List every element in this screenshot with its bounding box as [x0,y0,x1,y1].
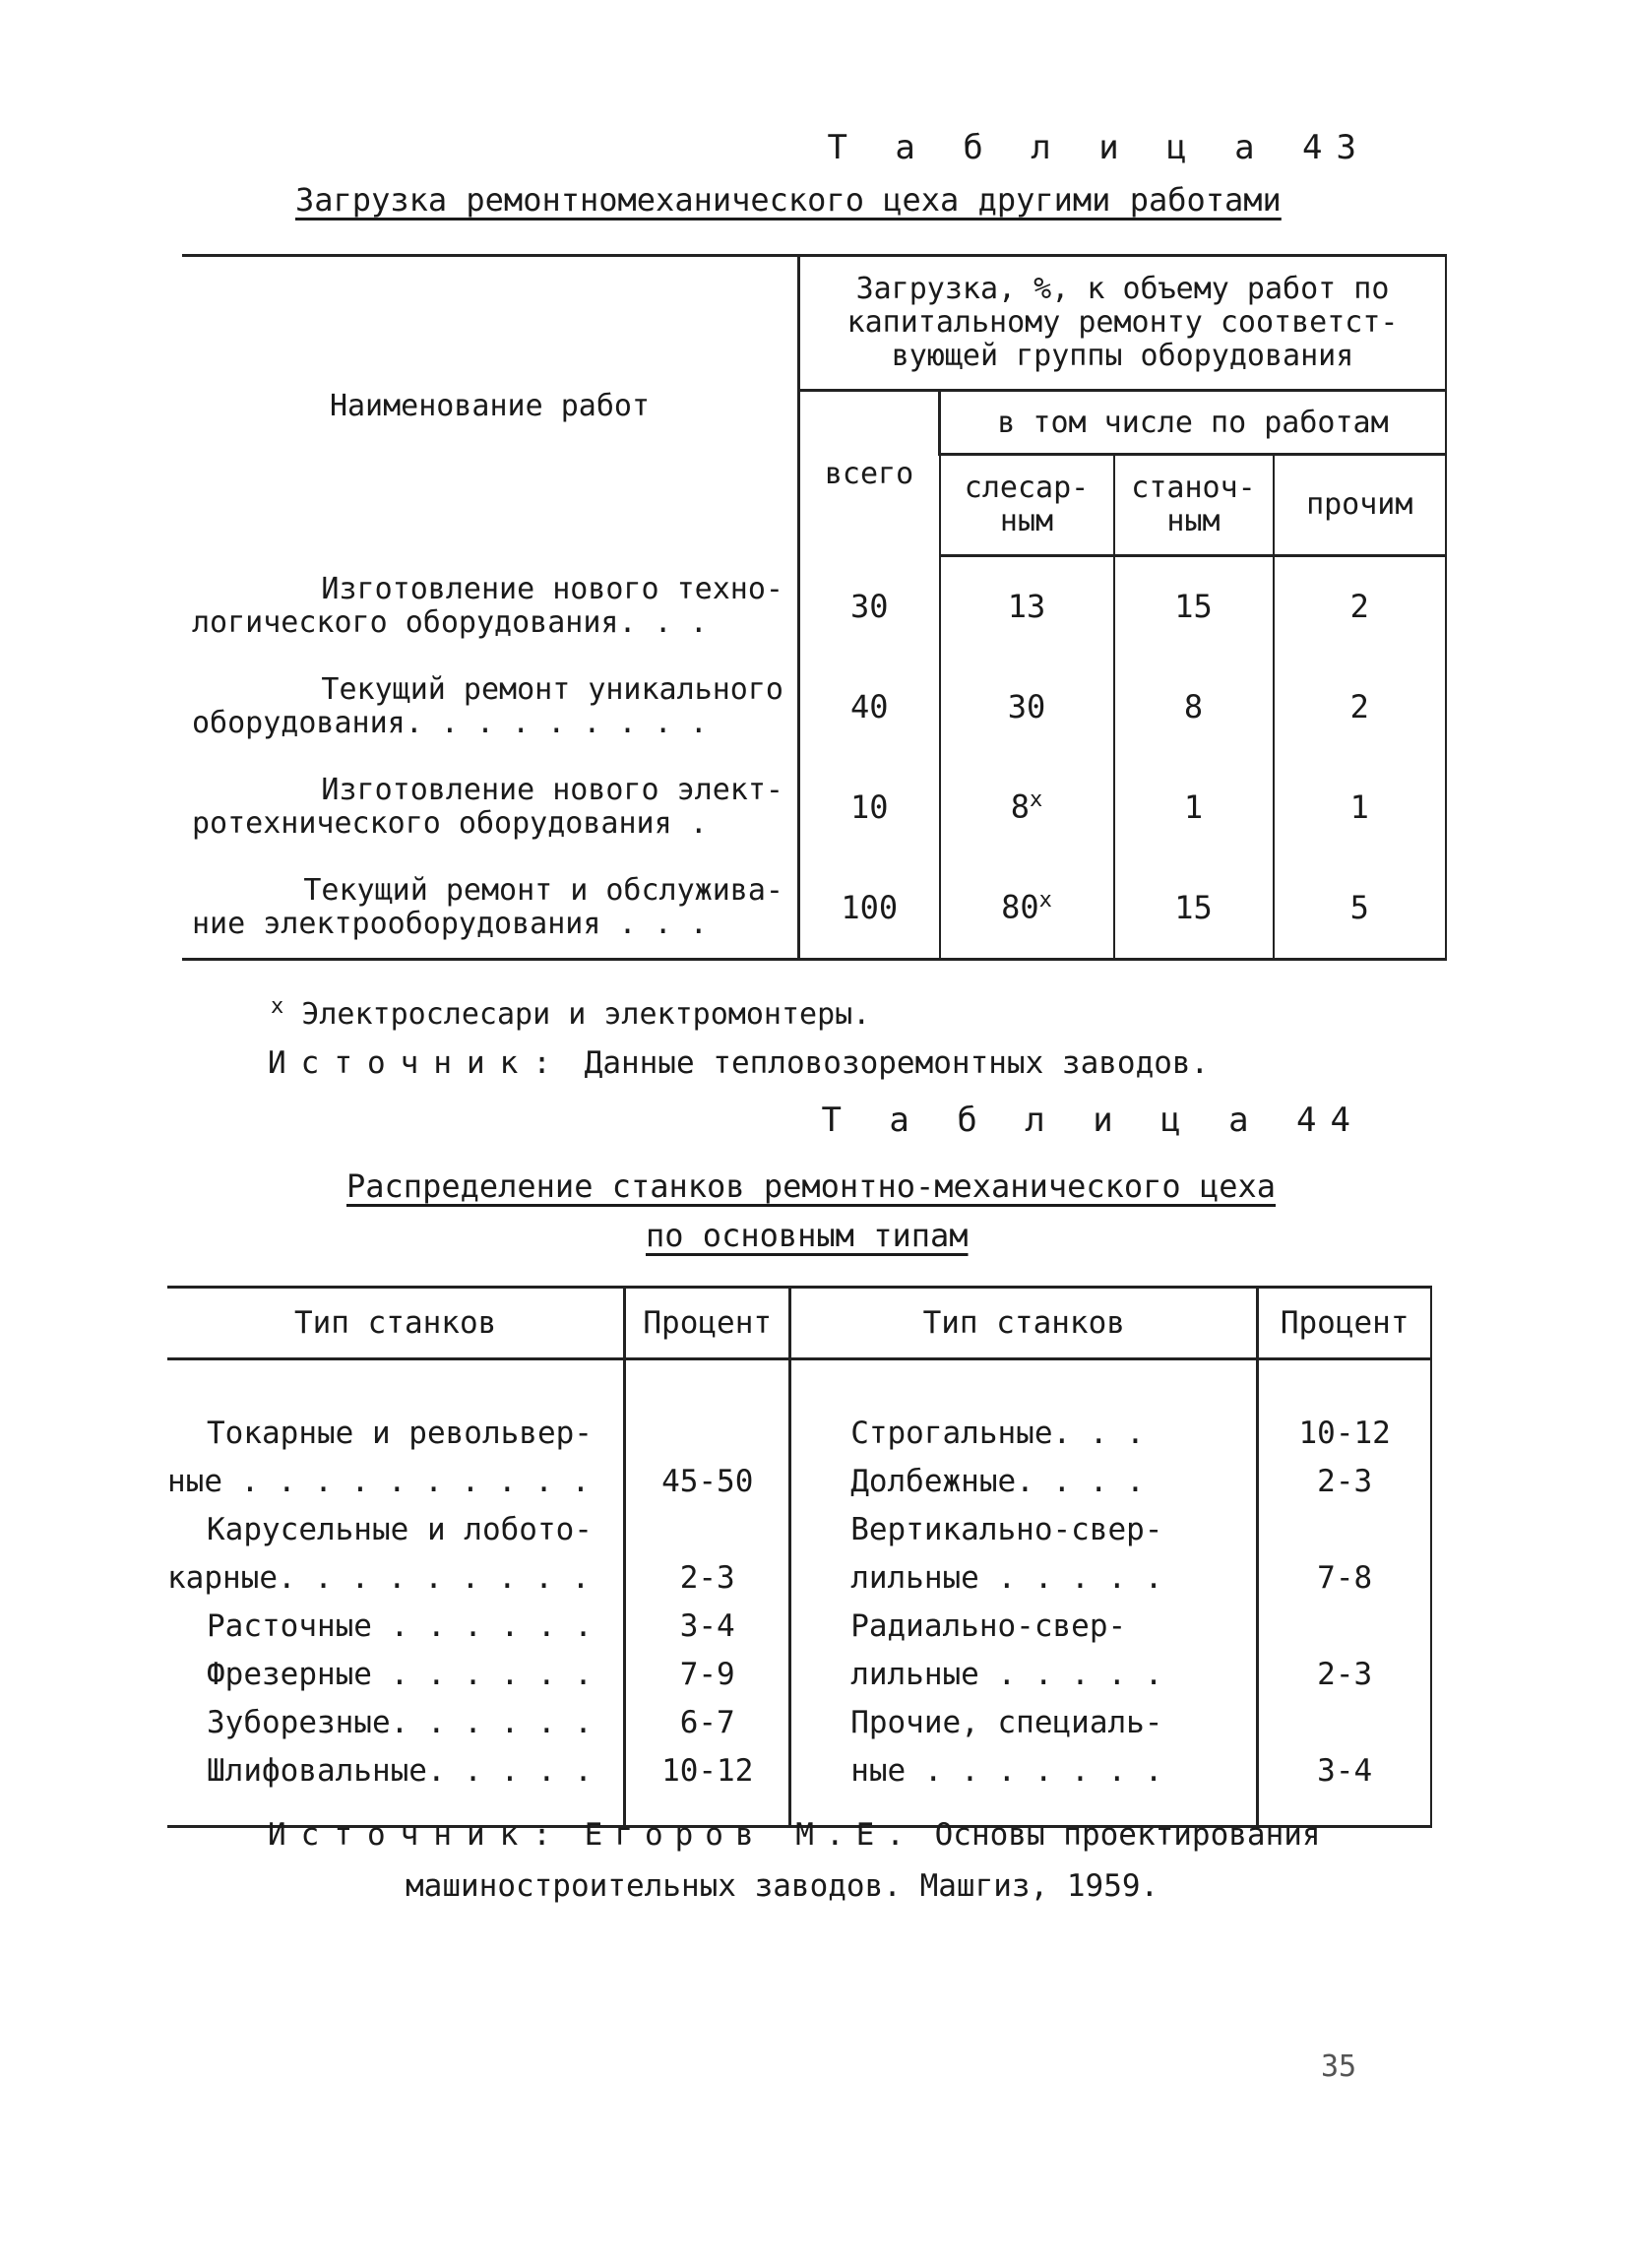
footnote-mark: x [271,994,284,1019]
header-load [799,256,1447,391]
list-item: 2-3 [679,1560,735,1596]
header-work-name: Наименование работ [182,256,799,556]
header-machine-line2: ным [1166,504,1221,538]
cell-total: 40 [799,657,940,757]
table-43 [182,254,1447,961]
header-total: всего [799,391,940,556]
list-item: Прочие, специаль- [850,1705,1163,1740]
source-44-line2: машиностроительных заводов. Машгиз, 1959. [406,1868,1159,1904]
cell-total: 100 [799,857,940,960]
header-type-2: Тип станков [790,1288,1258,1359]
cell-fitter-value: 80 [1001,888,1039,926]
list-item: лильные . . . . . [850,1657,1163,1692]
cell-machine: 15 [1114,857,1274,960]
row-name [182,556,799,657]
row-name-line1: Изготовление нового техно- [321,571,783,606]
table-44-title-line1: Распределение станков ремонтно-механического цеха [346,1167,1277,1205]
list-item: 3-4 [1317,1753,1373,1789]
source-43 [268,1045,1209,1081]
row-name-line2: ние электрооборудования . . . [192,906,708,941]
list-item: Строгальные. . . [850,1416,1145,1451]
row-name-line1: Текущий ремонт уникального [321,671,783,707]
list-item: Фрезерные . . . . . . [207,1657,593,1692]
list-item: 6-7 [679,1705,735,1740]
row-name-line1: Текущий ремонт и обслужива- [303,872,783,908]
table-44-label: Т а б л и ц а 44 [821,1101,1364,1140]
list-item: ные . . . . . . . [850,1753,1163,1789]
source-44-line1 [268,1817,1321,1853]
header-type: Тип станков [167,1288,625,1359]
cell-fitter [940,757,1114,857]
footnote [271,994,870,1032]
header-machine [1114,455,1274,556]
header-including: в том числе по работам [940,391,1447,455]
list-item: 45-50 [661,1464,754,1499]
table-44-title-line2: по основным типам [646,1217,969,1254]
footnote-mark: x [1030,788,1043,813]
header-percent: Процент [625,1288,790,1359]
cell-total: 30 [799,556,940,657]
list-item: Долбежные. . . . [850,1464,1145,1499]
row-name-line2: логического оборудования. . . [192,604,708,640]
row-name [182,857,799,960]
list-item: Радиально-свер- [850,1608,1127,1644]
header-percent-2: Процент [1258,1288,1431,1359]
header-load-line1: Загрузка, %, к объему работ по [855,272,1390,306]
spacer [1259,1699,1430,1747]
table-row [182,556,1446,657]
row-name-line2: оборудования. . . . . . . . . [192,705,708,740]
spacer [626,1410,788,1458]
list-item: 2-3 [1317,1657,1373,1692]
cell-other: 5 [1274,857,1447,960]
row-name-line1: Изготовление нового элект- [321,772,783,807]
header-fitter-line2: ным [999,504,1054,538]
footnote-text: Электрослесари и электромонтеры. [301,997,871,1032]
cell-machine: 1 [1114,757,1274,857]
cell-total: 10 [799,757,940,857]
cell-fitter: 30 [940,657,1114,757]
cell-fitter-value: 8 [1010,788,1030,826]
cell-fitter: 13 [940,556,1114,657]
spacer [626,1506,788,1554]
list-item: 10-12 [661,1753,754,1789]
list-item: Шлифовальные. . . . . [207,1753,593,1789]
spacer [1259,1506,1430,1554]
list-item: ные . . . . . . . . . . [167,1464,591,1499]
header-load-line3: вующей группы оборудования [891,339,1354,373]
cell-other: 2 [1274,556,1447,657]
table-43-label: Т а б л и ц а 43 [827,128,1370,167]
list-item: 7-8 [1317,1560,1373,1596]
list-item: 10-12 [1298,1416,1391,1451]
list-item: 3-4 [679,1608,735,1644]
cell-other: 1 [1274,757,1447,857]
source-text: Основы проектирования [934,1817,1321,1853]
cell-machine: 15 [1114,556,1274,657]
table-44 [167,1286,1432,1828]
list-item: Токарные и револьвер- [207,1416,593,1451]
table-row [182,857,1446,960]
list-item: Зуборезные. . . . . . [207,1705,593,1740]
left-percents [625,1359,790,1827]
source-label: Источник: [268,1045,566,1081]
cell-machine: 8 [1114,657,1274,757]
list-item: 2-3 [1317,1464,1373,1499]
right-percents [1258,1359,1431,1827]
source-label: Источник: [268,1817,566,1853]
list-item: карные. . . . . . . . . [167,1560,591,1596]
header-other: прочим [1274,455,1447,556]
cell-fitter [940,857,1114,960]
list-item: 7-9 [679,1657,735,1692]
row-name [182,757,799,857]
table-43-title: Загрузка ремонтномеханического цеха другими работами [295,181,1282,219]
cell-other: 2 [1274,657,1447,757]
list-item: лильные . . . . . [850,1560,1163,1596]
list-item: Карусельные и лобото- [207,1512,593,1547]
header-fitter-line1: слесар- [964,471,1090,505]
spacer [1259,1603,1430,1651]
list-item: Расточные . . . . . . [207,1608,593,1644]
header-machine-line1: станоч- [1131,471,1256,505]
footnote-mark: x [1038,888,1052,914]
source-text: Данные тепловозоремонтных заводов. [584,1045,1210,1081]
page-number: 35 [1321,2049,1357,2084]
header-load-line2: капитальному ремонту соответст- [846,305,1399,340]
row-name-line2: ротехнического оборудования . [192,805,708,841]
list-item: Вертикально-свер- [850,1512,1163,1547]
table-row [182,657,1446,757]
right-types [790,1359,1258,1827]
header-fitter [940,455,1114,556]
row-name [182,657,799,757]
source-author: Егоров М.Е. [584,1817,916,1853]
left-types [167,1359,625,1827]
table-row [182,757,1446,857]
